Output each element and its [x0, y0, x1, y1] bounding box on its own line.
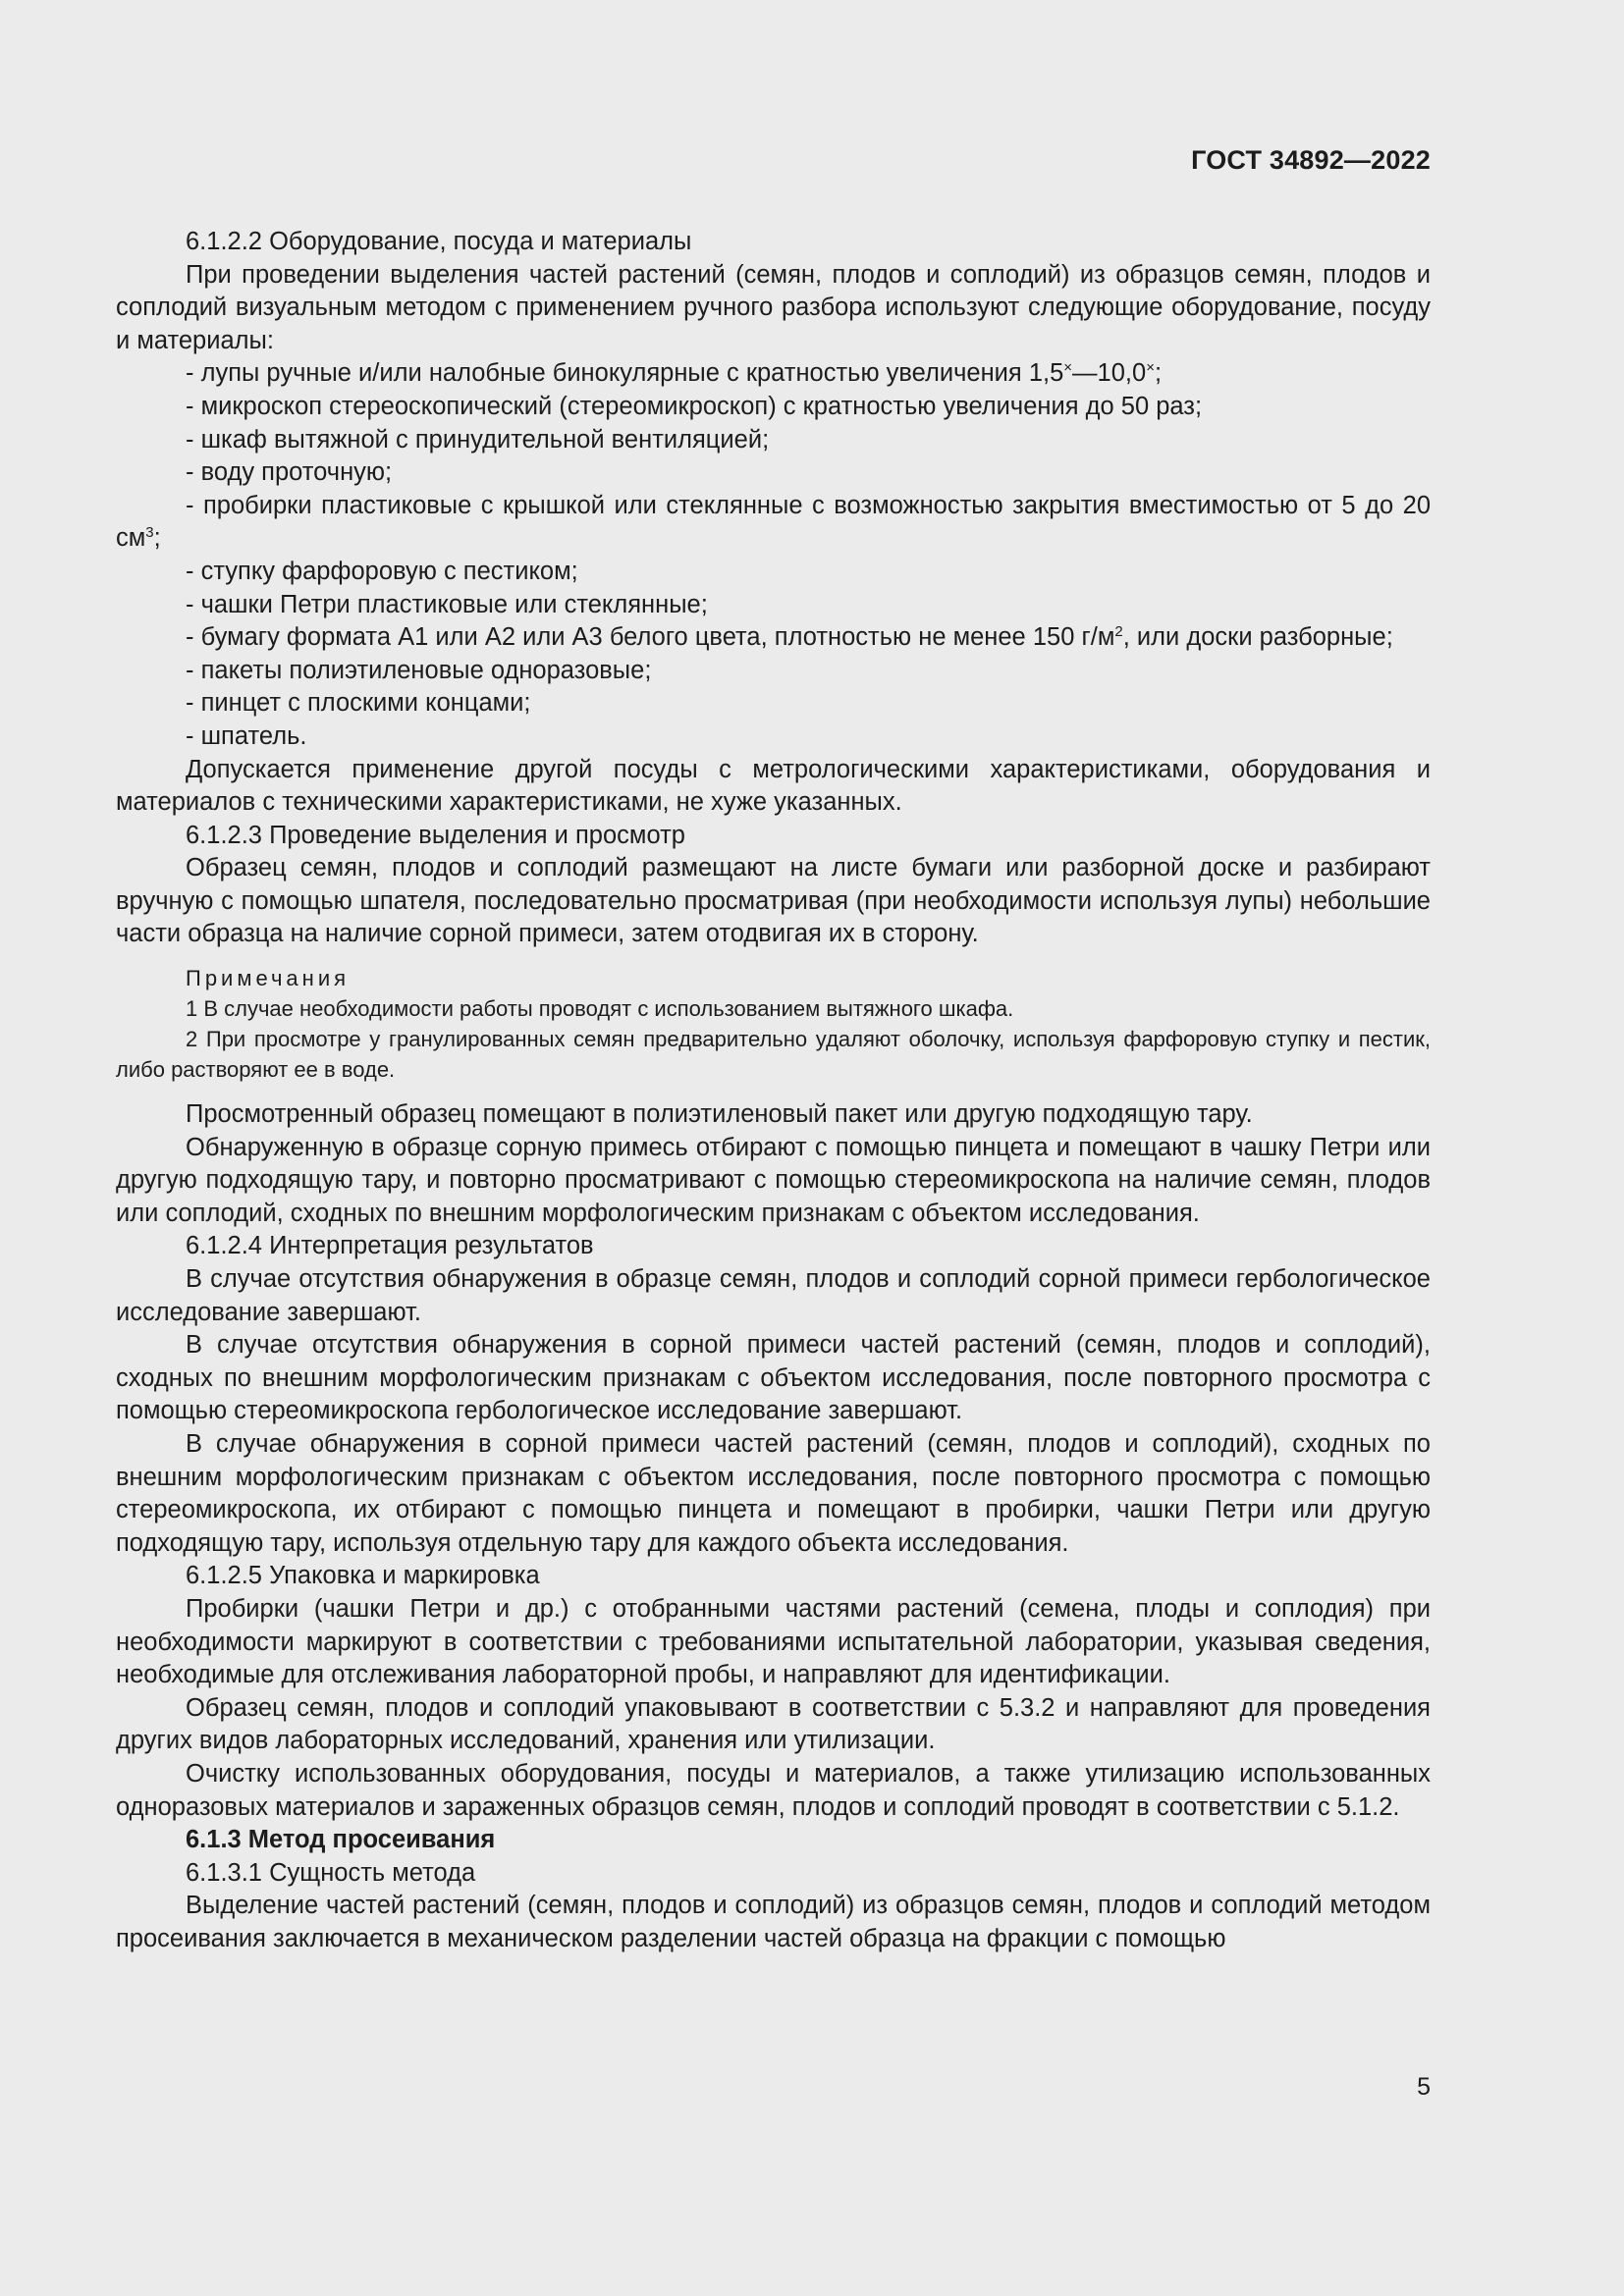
section-6-1-2-5-title: 6.1.2.5 Упаковка и маркировка: [186, 1562, 540, 1590]
notes-title: Примечания: [186, 966, 351, 991]
section-6-1-2-3-para-1: Образец семян, плодов и соплодий размещают на листе бумаги или разборной доске и разбирают вручную с помощью шпателя, последовательно просматривая (при необходимости используя лупы) небольшие части образца на наличие сорной примеси, затем отодвигая их в сторону.: [116, 854, 1431, 948]
section-6-1-3-title: 6.1.3 Метод просеивания: [186, 1826, 496, 1854]
section-6-1-3-1-para-1: Выделение частей растений (семян, плодов и соплодий) из образцов семян, плодов и соплодий методом просеивания заключается в механическом разделении частей образца на фракции с помощью: [116, 1892, 1431, 1952]
section-6-1-2-4-para-1: В случае отсутствия обнаружения в образце семян, плодов и соплодий сорной примеси гербологическое исследование завершают.: [116, 1265, 1431, 1326]
section-6-1-2-4-title: 6.1.2.4 Интерпретация результатов: [186, 1232, 594, 1260]
list-item-microscope: - микроскоп стереоскопический (стереомикроскоп) с кратностью увеличения до 50 раз;: [186, 392, 1203, 420]
section-6-1-2-2-title: 6.1.2.2 Оборудование, посуда и материалы: [186, 228, 692, 255]
section-6-1-2-2-outro: Допускается применение другой посуды с метрологическими характеристиками, оборудования и материалов с техническими характеристиками, не хуже указанных.: [116, 755, 1431, 817]
list-item-bags: - пакеты полиэтиленовые одноразовые;: [186, 656, 652, 684]
section-6-1-2-4-para-3: В случае обнаружения в сорной примеси частей растений (семян, плодов и соплодий), сходных по внешним морфологическим признакам с объектом исследования, после повторного просмотра с помощью стереомикроскопа, их отбирают с помощью пинцета и помещают в пробирки, чашки Петри или другую подходящую тару, используя отдельную тару для каждого объекта исследования.: [116, 1430, 1431, 1557]
section-6-1-2-3-title: 6.1.2.3 Проведение выделения и просмотр: [186, 821, 685, 849]
document-id-header: ГОСТ 34892—2022: [1191, 145, 1431, 175]
page-number: 5: [1417, 2073, 1431, 2101]
section-6-1-2-5-para-3: Очистку использованных оборудования, посуды и материалов, а также утилизацию использованных одноразовых материалов и зараженных образцов семян, плодов и соплодий проводят в соответствии с 5.1.2.: [116, 1759, 1431, 1821]
section-6-1-2-3-para-2: Просмотренный образец помещают в полиэтиленовый пакет или другую подходящую тару.: [186, 1100, 1253, 1129]
list-item-magnifiers: - лупы ручные и/или налобные бинокулярные с кратностью увеличения 1,5×—10,0×;: [186, 359, 1163, 388]
note-1: 1 В случае необходимости работы проводят с использованием вытяжного шкафа.: [186, 996, 1014, 1022]
list-item-petri-dishes: - чашки Петри пластиковые или стеклянные;: [186, 590, 708, 618]
section-6-1-2-2-intro: При проведении выделения частей растений (семян, плодов и соплодий) из образцов семян, плодов и соплодий визуальным методом с применением ручного разбора используют следующие оборудование, посуду и материалы:: [116, 260, 1431, 354]
notes-block: [116, 963, 1431, 1085]
list-item-spatula: - шпатель.: [186, 721, 307, 750]
section-6-1-2-5-para-1: Пробирки (чашки Петри и др.) с отобранными частями растений (семена, плоды и соплодия) при необходимости маркируют в соответствии с требованиями испытательной лаборатории, указывая сведения, необходимые для отслеживания лабораторной пробы, и направляют для идентификации.: [116, 1594, 1431, 1689]
section-6-1-2-5-para-2: Образец семян, плодов и соплодий упаковывают в соответствии с 5.3.2 и направляют для проведения других видов лабораторных исследований, хранения или утилизации.: [116, 1693, 1431, 1755]
document-body: [116, 226, 1431, 1956]
list-item-water: - воду проточную;: [186, 458, 393, 487]
section-6-1-2-3-para-3: Обнаруженную в образце сорную примесь отбирают с помощью пинцета и помещают в чашку Петри или другую подходящую тару, и повторно просматривают с помощью стереомикроскопа на наличие семян, плодов или соплодий, сходных по внешним морфологическим признакам с объектом исследования.: [116, 1133, 1431, 1227]
list-item-mortar: - ступку фарфоровую с пестиком;: [186, 557, 578, 585]
list-item-fume-hood: - шкаф вытяжной с принудительной вентиляцией;: [186, 425, 770, 454]
section-6-1-2-4-para-2: В случае отсутствия обнаружения в сорной примеси частей растений (семян, плодов и соплодий), сходных по внешним морфологическим признакам с объектом исследования, после повторного просмотра с помощью стереомикроскопа гербологическое исследование завершают.: [116, 1331, 1431, 1425]
section-6-1-3-1-title: 6.1.3.1 Сущность метода: [186, 1858, 476, 1887]
list-item-paper: - бумагу формата А1 или А2 или А3 белого цвета, плотностью не менее 150 $г/м^2$, или доски разборные;: [186, 623, 1393, 652]
list-item-tweezers: - пинцет с плоскими концами;: [186, 689, 531, 718]
note-2: 2 При просмотре у гранулированных семян предварительно удаляют оболочку, используя фарфоровую ступку и пестик, либо растворяют ее в воде.: [116, 1027, 1431, 1083]
list-item-test-tubes: - пробирки пластиковые с крышкой или стеклянные с возможностью закрытия вместимостью от 5 до 20 $см^3$;: [116, 491, 1431, 553]
